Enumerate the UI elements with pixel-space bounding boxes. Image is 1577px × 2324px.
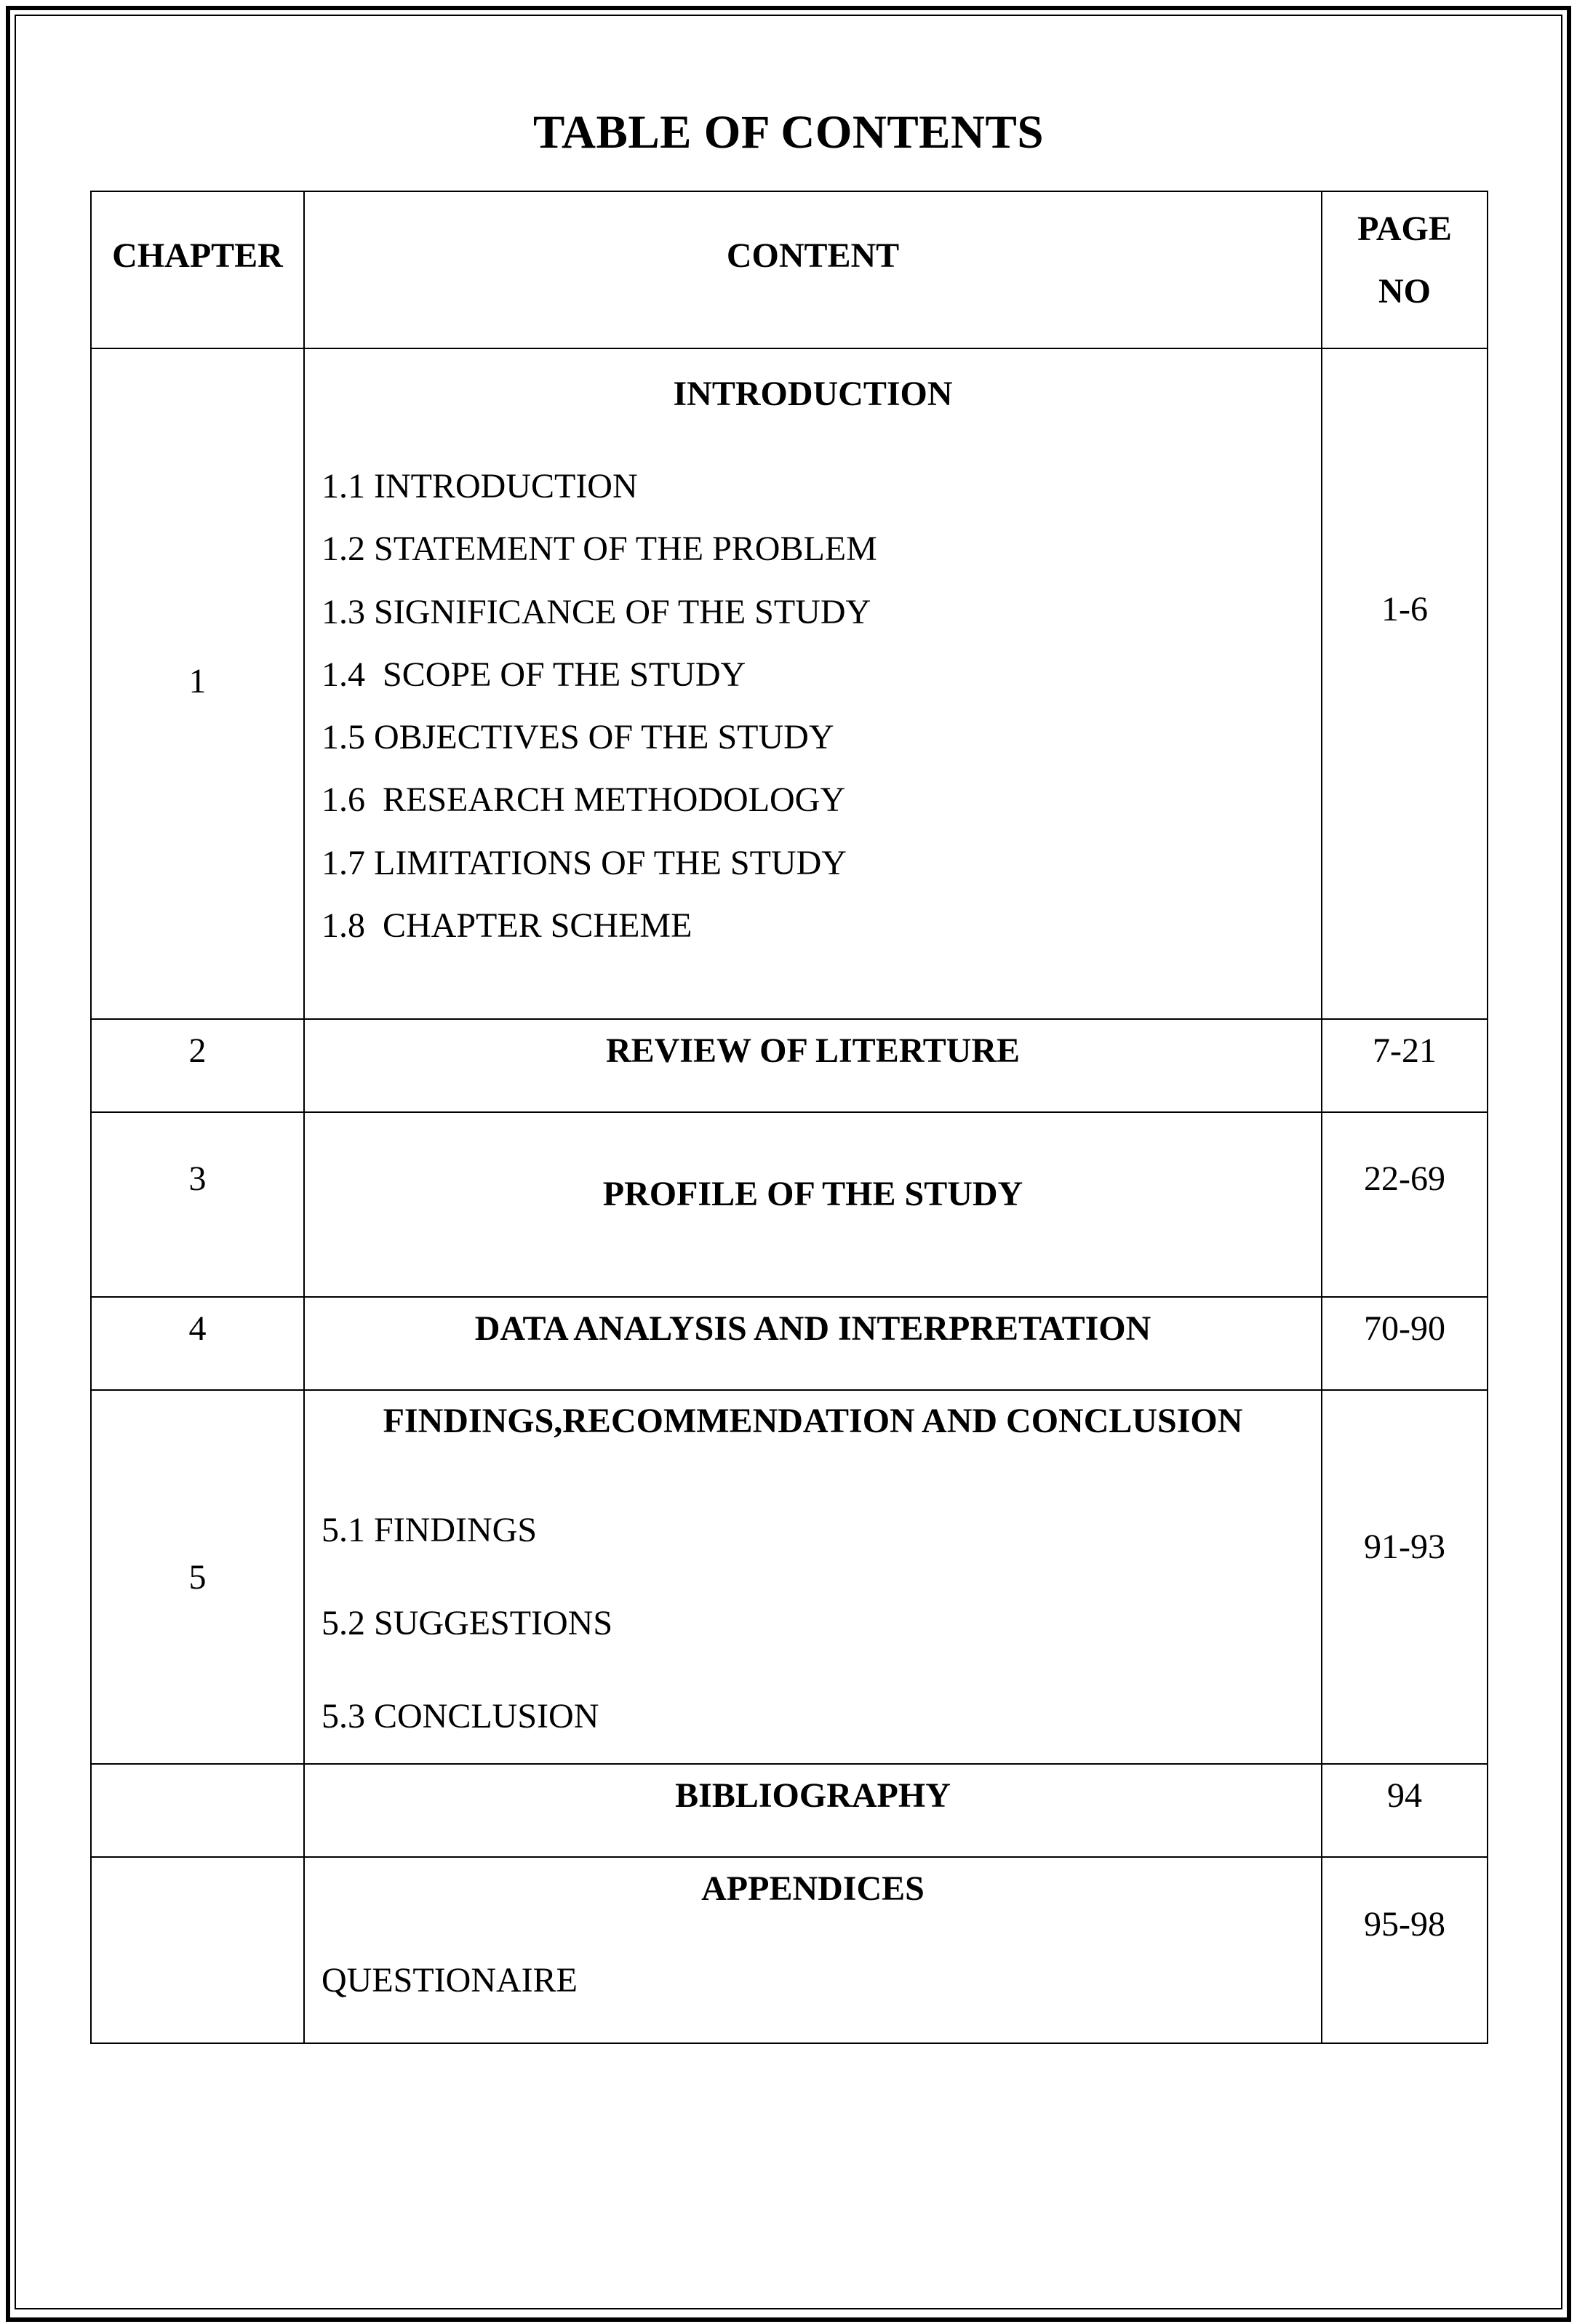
section-list <box>305 455 1321 957</box>
list-item: 1.3 SIGNIFICANCE OF THE STUDY <box>322 592 871 631</box>
chapter-heading: BIBLIOGRAPHY <box>675 1776 951 1815</box>
header-chapter: CHAPTER <box>91 191 304 348</box>
chapter-content <box>304 1019 1322 1112</box>
chapter-heading: DATA ANALYSIS AND INTERPRETATION <box>474 1309 1151 1348</box>
chapter-content <box>304 1297 1322 1390</box>
table-row <box>91 1857 1488 2043</box>
page-range: 22-69 <box>1322 1112 1488 1297</box>
table-row <box>91 1019 1488 1112</box>
chapter-number: 4 <box>91 1297 304 1390</box>
list-item: 1.7 LIMITATIONS OF THE STUDY <box>322 843 847 882</box>
chapter-number: 3 <box>91 1112 304 1297</box>
chapter-heading: REVIEW OF LITERTURE <box>605 1031 1021 1070</box>
page-title: TABLE OF CONTENTS <box>533 106 1044 159</box>
table-row <box>91 1112 1488 1297</box>
list-item: 1.6 RESEARCH METHODOLOGY <box>322 780 845 820</box>
table-row <box>91 348 1488 1019</box>
chapter-number: 2 <box>91 1019 304 1112</box>
table-header-row <box>91 191 1488 348</box>
page-range: 1-6 <box>1322 348 1488 1019</box>
page-range: 94 <box>1322 1764 1488 1857</box>
header-content: CONTENT <box>304 191 1322 348</box>
list-item: 1.8 CHAPTER SCHEME <box>322 906 692 946</box>
chapter-heading: FINDINGS,RECOMMENDATION AND CONCLUSION <box>383 1402 1243 1440</box>
chapter-number: 1 <box>91 348 304 1019</box>
page-range: 91-93 <box>1322 1390 1488 1764</box>
list-item: 1.4 SCOPE OF THE STUDY <box>322 655 746 694</box>
list-item: 1.5 OBJECTIVES OF THE STUDY <box>322 718 834 757</box>
page-range: 7-21 <box>1322 1019 1488 1112</box>
chapter-number: 5 <box>91 1390 304 1764</box>
list-item: 5.2 SUGGESTIONS <box>322 1604 613 1642</box>
chapter-number <box>91 1857 304 2043</box>
list-item: 1.1 INTRODUCTION <box>322 467 638 506</box>
contents-table <box>90 191 1488 2044</box>
page-range: 70-90 <box>1322 1297 1488 1390</box>
page-range: 95-98 <box>1322 1857 1488 2043</box>
list-item: 5.1 FINDINGS <box>322 1511 538 1549</box>
chapter-heading: INTRODUCTION <box>673 375 953 413</box>
table-row <box>91 1390 1488 1764</box>
list-item: 5.3 CONCLUSION <box>322 1697 599 1736</box>
chapter-content <box>304 1857 1322 2043</box>
list-item: QUESTIONAIRE <box>322 1961 578 2000</box>
section-list <box>305 1484 1321 1763</box>
table-row <box>91 1297 1488 1390</box>
list-item: 1.2 STATEMENT OF THE PROBLEM <box>322 530 877 569</box>
chapter-content <box>304 1390 1322 1764</box>
header-page-no: PAGE NO <box>1322 191 1488 348</box>
chapter-content <box>304 348 1322 1019</box>
chapter-heading: PROFILE OF THE STUDY <box>602 1175 1023 1213</box>
chapter-content <box>304 1764 1322 1857</box>
chapter-heading: APPENDICES <box>701 1869 925 1908</box>
chapter-content <box>304 1112 1322 1297</box>
section-list <box>305 1952 1321 2010</box>
chapter-number <box>91 1764 304 1857</box>
table-row <box>91 1764 1488 1857</box>
